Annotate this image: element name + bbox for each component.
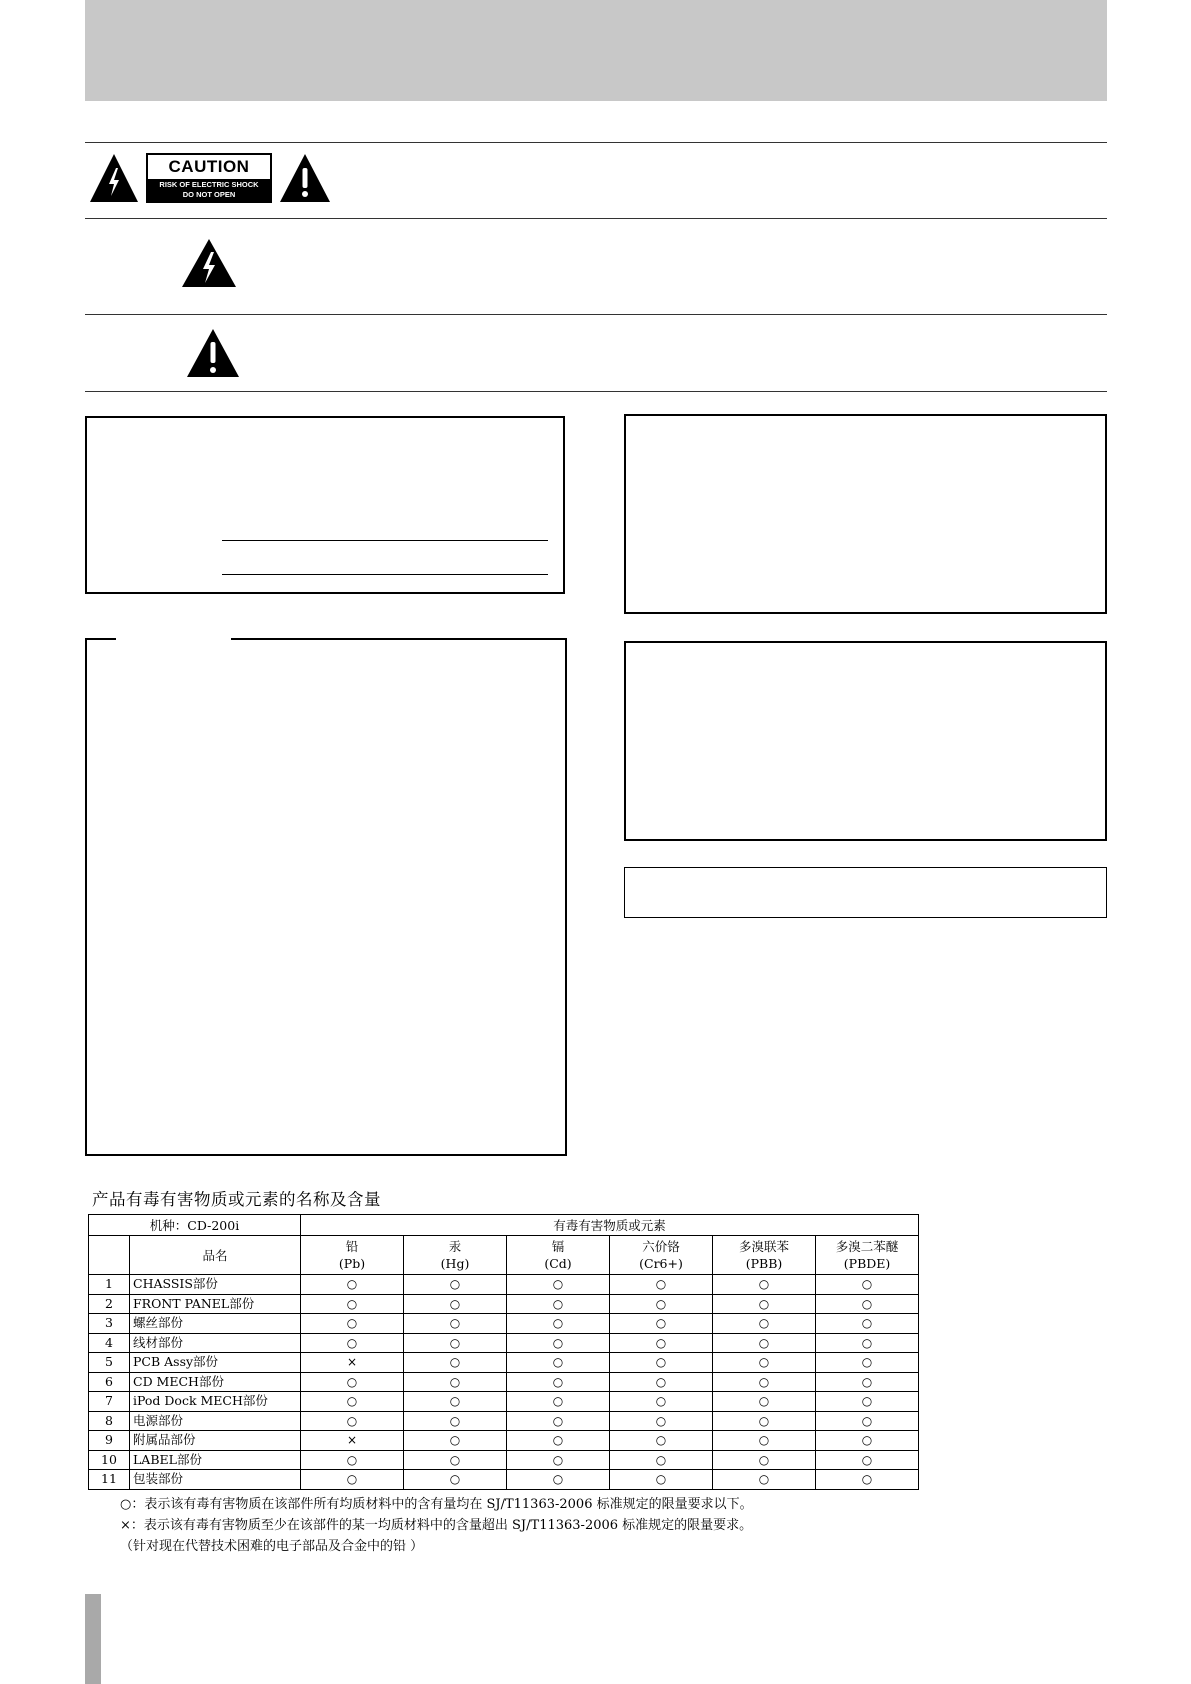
compliance-mark: × [301,1431,404,1451]
substance-symbol: (PBDE) [843,1256,891,1271]
part-name: 线材部份 [130,1333,301,1353]
compliance-mark: ○ [404,1353,507,1373]
substance-header [404,1236,507,1275]
compliance-mark: ○ [610,1353,713,1373]
compliance-mark: ○ [713,1411,816,1431]
compliance-mark: ○ [610,1411,713,1431]
row-number: 10 [89,1450,130,1470]
compliance-mark: ○ [404,1372,507,1392]
substance-header [301,1236,404,1275]
substance-name: 多溴二苯醚 [835,1239,899,1254]
table-row [89,1411,919,1431]
part-name-header: 品名 [130,1236,301,1275]
table-row [89,1353,919,1373]
compliance-mark: ○ [507,1411,610,1431]
compliance-mark: ○ [816,1431,919,1451]
substance-symbol: (Pb) [338,1256,366,1271]
compliance-mark: ○ [301,1392,404,1412]
notice-box-2 [624,641,1107,841]
substance-name: 铅 [345,1239,359,1254]
substance-header [713,1236,816,1275]
caution-line-2: DO NOT OPEN [182,190,236,199]
compliance-mark: ○ [507,1275,610,1295]
compliance-mark: ○ [404,1411,507,1431]
compliance-mark: ○ [610,1470,713,1490]
compliance-mark: ○ [301,1470,404,1490]
compliance-mark: ○ [301,1372,404,1392]
compliance-mark: ○ [610,1294,713,1314]
row-number: 1 [89,1275,130,1295]
substances-header: 有毒有害物质或元素 [301,1215,919,1236]
compliance-mark: ○ [301,1275,404,1295]
compliance-mark: ○ [713,1392,816,1412]
compliance-mark: ○ [816,1275,919,1295]
compliance-mark: ○ [507,1470,610,1490]
notice-box-1 [624,414,1107,614]
part-name: FRONT PANEL部份 [130,1294,301,1314]
compliance-mark: ○ [713,1314,816,1334]
substance-symbol: (Cr6+) [639,1256,683,1271]
compliance-mark: ○ [301,1450,404,1470]
compliance-mark: ○ [507,1450,610,1470]
rohs-substance-table [88,1214,919,1490]
note-cross-meaning: ×：表示该有毒有害物质至少在该部件的某一均质材料中的含量超出 SJ/T11363-2006 标准规定的限量要求。 [120,1518,753,1533]
part-name: 电源部份 [130,1411,301,1431]
compliance-mark: ○ [404,1392,507,1412]
caution-line-1: RISK OF ELECTRIC SHOCK [159,180,259,189]
row-number: 8 [89,1411,130,1431]
row-number: 7 [89,1392,130,1412]
box-title-gap [116,636,231,640]
compliance-mark: ○ [404,1314,507,1334]
compliance-mark: ○ [301,1333,404,1353]
row-number: 6 [89,1372,130,1392]
table-row [89,1450,919,1470]
row-number: 2 [89,1294,130,1314]
table-row [89,1294,919,1314]
compliance-mark: ○ [301,1411,404,1431]
substance-header [610,1236,713,1275]
part-name: CHASSIS部份 [130,1275,301,1295]
caution-subtext [148,179,270,201]
substance-symbol: (Hg) [440,1256,470,1271]
table-row [89,1470,919,1490]
compliance-mark: ○ [610,1450,713,1470]
compliance-mark: ○ [816,1372,919,1392]
row-number: 11 [89,1470,130,1490]
table-row [89,1275,919,1295]
serial-number-line [222,574,548,575]
lightning-bolt-warning-icon [181,238,237,288]
divider [85,142,1107,143]
part-name: LABEL部份 [130,1450,301,1470]
compliance-mark: ○ [713,1275,816,1295]
substance-header [816,1236,919,1275]
table-row [89,1333,919,1353]
row-number: 4 [89,1333,130,1353]
compliance-mark: ○ [610,1333,713,1353]
substance-symbol: (Cd) [544,1256,572,1271]
compliance-mark: ○ [816,1392,919,1412]
substance-name: 镉 [551,1239,565,1254]
compliance-mark: ○ [507,1372,610,1392]
compliance-mark: ○ [816,1294,919,1314]
compliance-mark: ○ [404,1431,507,1451]
owner-record-box [85,416,565,594]
compliance-mark: ○ [404,1470,507,1490]
table-row [89,1431,919,1451]
substance-name: 多溴联苯 [738,1239,789,1254]
compliance-mark: ○ [610,1431,713,1451]
compliance-mark: ○ [301,1294,404,1314]
substance-name: 汞 [448,1239,462,1254]
table-row [89,1372,919,1392]
compliance-mark: ○ [713,1333,816,1353]
divider [85,391,1107,392]
compliance-mark: ○ [507,1314,610,1334]
compliance-mark: ○ [816,1353,919,1373]
compliance-mark: ○ [404,1450,507,1470]
compliance-mark: ○ [404,1294,507,1314]
rohs-notes [120,1494,753,1557]
compliance-mark: ○ [610,1314,713,1334]
compliance-mark: ○ [610,1372,713,1392]
note-lead-exemption: （针对现在代替技术困难的电子部品及合金中的铅 ） [120,1539,424,1554]
notice-box-3 [624,867,1107,918]
row-number: 9 [89,1431,130,1451]
exclamation-warning-icon [278,152,332,204]
caution-title: CAUTION [148,155,270,179]
blank-cell [89,1236,130,1275]
compliance-mark: ○ [713,1470,816,1490]
compliance-mark: ○ [713,1353,816,1373]
compliance-mark: ○ [713,1294,816,1314]
row-number: 3 [89,1314,130,1334]
compliance-mark: ○ [816,1450,919,1470]
compliance-mark: ○ [816,1333,919,1353]
page-edge-tab [85,1594,101,1684]
part-name: 附属品部份 [130,1431,301,1451]
compliance-mark: ○ [404,1333,507,1353]
compliance-mark: × [301,1353,404,1373]
row-number: 5 [89,1353,130,1373]
compliance-mark: ○ [816,1411,919,1431]
header-band [85,0,1107,101]
compliance-mark: ○ [610,1392,713,1412]
part-name: 包装部份 [130,1470,301,1490]
table-row [89,1314,919,1334]
compliance-mark: ○ [507,1353,610,1373]
model-number-line [222,540,548,541]
note-circle-meaning: ○：表示该有毒有害物质在该部件所有均质材料中的含有量均在 SJ/T11363-2006 标准规定的限量要求以下。 [120,1497,753,1512]
compliance-mark: ○ [816,1314,919,1334]
divider [85,218,1107,219]
table-row [89,1392,919,1412]
compliance-mark: ○ [713,1450,816,1470]
caution-label [146,153,272,203]
divider [85,314,1107,315]
part-name: iPod Dock MECH部份 [130,1392,301,1412]
compliance-mark: ○ [301,1314,404,1334]
substance-symbol: (PBB) [745,1256,783,1271]
lightning-bolt-warning-icon [88,152,140,204]
compliance-mark: ○ [816,1470,919,1490]
compliance-mark: ○ [507,1392,610,1412]
compliance-mark: ○ [404,1275,507,1295]
caution-label-row [88,152,332,204]
model-label: 机种：CD-200i [89,1215,301,1236]
rohs-table-title: 产品有毒有害物质或元素的名称及含量 [92,1190,381,1209]
compliance-mark: ○ [610,1275,713,1295]
exclamation-warning-icon [186,328,240,378]
part-name: 螺丝部份 [130,1314,301,1334]
safety-instructions-box [85,638,567,1156]
compliance-mark: ○ [507,1431,610,1451]
part-name: PCB Assy部份 [130,1353,301,1373]
compliance-mark: ○ [713,1372,816,1392]
compliance-mark: ○ [507,1294,610,1314]
substance-header [507,1236,610,1275]
substance-name: 六价铬 [642,1239,680,1254]
compliance-mark: ○ [713,1431,816,1451]
compliance-mark: ○ [507,1333,610,1353]
part-name: CD MECH部份 [130,1372,301,1392]
